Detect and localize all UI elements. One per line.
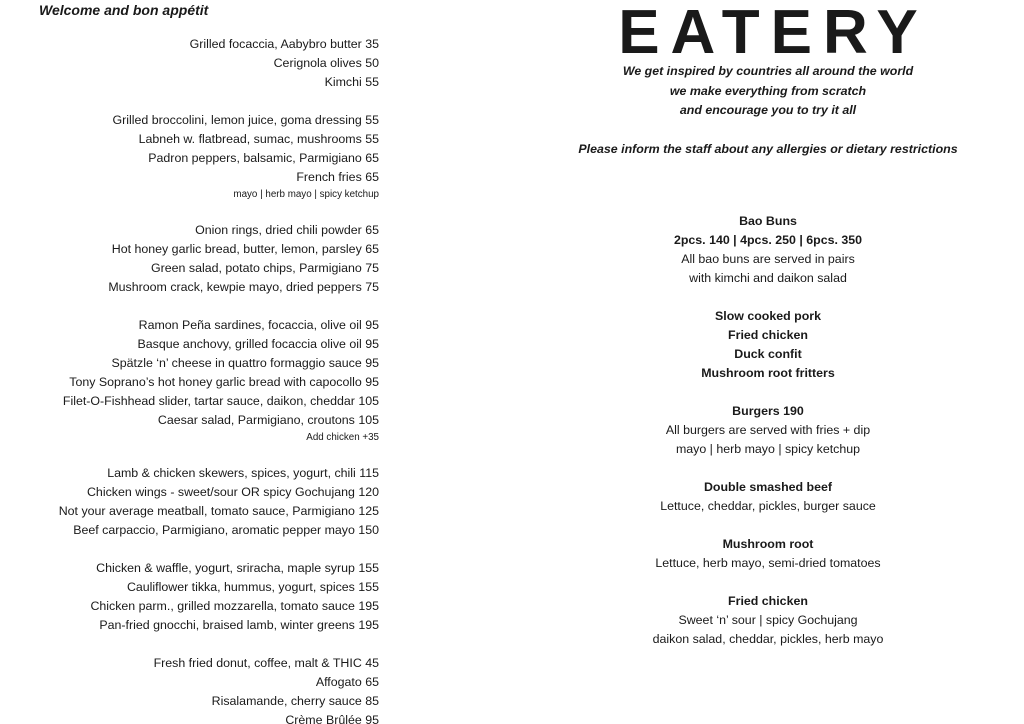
- section-heading: 2pcs. 140 | 4pcs. 250 | 6pcs. 350: [673, 233, 863, 247]
- tagline-line: we make everything from scratch: [669, 83, 867, 98]
- tagline-line: and encourage you to try it all: [679, 103, 857, 117]
- menu-section: [560, 212, 976, 288]
- menu-group: [19, 316, 379, 445]
- menu-item: Risalamande, cherry sauce 85: [211, 694, 379, 708]
- section-description: daikon salad, cheddar, pickles, herb mayo: [652, 632, 884, 646]
- menu-item: Ramon Peña sardines, focaccia, olive oil 95: [138, 318, 379, 332]
- menu-item: Kimchi 55: [324, 75, 379, 89]
- menu-item-note: Add chicken +35: [306, 432, 379, 443]
- menu-item: Chicken wings - sweet/sour OR spicy Gochujang 120: [86, 485, 379, 499]
- menu-item: Basque anchovy, grilled focaccia olive oil 95: [137, 337, 379, 351]
- section-heading: Double smashed beef: [703, 480, 833, 494]
- menu-item: Mushroom crack, kewpie mayo, dried peppers 75: [108, 280, 379, 294]
- menu-item: Hot honey garlic bread, butter, lemon, parsley 65: [111, 242, 379, 256]
- menu-section: [560, 478, 976, 516]
- right-menu-column: [560, 212, 976, 668]
- left-menu-column: [19, 35, 379, 724]
- section-description: Lettuce, herb mayo, semi-dried tomatoes: [655, 556, 881, 570]
- section-heading: Bao Buns: [739, 214, 797, 228]
- menu-item: Not your average meatball, tomato sauce, Parmigiano 125: [58, 504, 379, 518]
- menu-item: Labneh w. flatbread, sumac, mushrooms 55: [138, 132, 379, 146]
- section-heading: Fried chicken: [728, 594, 808, 608]
- menu-item: Spätzle ‘n’ cheese in quattro formaggio sauce 95: [111, 356, 379, 370]
- menu-group: [19, 35, 379, 92]
- menu-item: Lamb & chicken skewers, spices, yogurt, chili 115: [107, 466, 379, 480]
- greeting-heading: Welcome and bon appétit: [39, 2, 209, 18]
- menu-item: Tony Soprano’s hot honey garlic bread with capocollo 95: [69, 375, 379, 389]
- menu-section: [560, 535, 976, 573]
- menu-item: Green salad, potato chips, Parmigiano 75: [151, 261, 379, 275]
- menu-item: Beef carpaccio, Parmigiano, aromatic pepper mayo 150: [73, 523, 379, 537]
- tagline-block: [560, 62, 976, 160]
- menu-section: [560, 307, 976, 383]
- menu-item: Filet-O-Fishhead slider, tartar sauce, daikon, cheddar 105: [62, 394, 379, 408]
- tagline-line: We get inspired by countries all around the world: [622, 64, 914, 78]
- menu-group: [19, 559, 379, 635]
- menu-section: [560, 592, 976, 649]
- menu-item: Caesar salad, Parmigiano, croutons 105: [157, 413, 379, 427]
- section-description: Sweet ‘n’ sour | spicy Gochujang: [678, 613, 858, 627]
- menu-group: [19, 654, 379, 724]
- menu-item: French fries 65: [296, 170, 379, 184]
- section-heading: Duck confit: [734, 347, 802, 361]
- menu-item: Padron peppers, balsamic, Parmigiano 65: [148, 151, 379, 165]
- section-heading: Mushroom root: [722, 537, 814, 551]
- menu-item: Chicken parm., grilled mozzarella, tomato sauce 195: [90, 599, 379, 613]
- menu-item-note: mayo | herb mayo | spicy ketchup: [233, 189, 379, 200]
- menu-item: Fresh fried donut, coffee, malt & THIC 45: [153, 656, 379, 670]
- menu-item: Affogato 65: [315, 675, 379, 689]
- menu-item: Grilled broccolini, lemon juice, goma dressing 55: [112, 113, 379, 127]
- section-heading: Burgers 190: [732, 404, 804, 418]
- menu-item: Grilled focaccia, Aabybro butter 35: [189, 37, 379, 51]
- section-heading: Mushroom root fritters: [701, 366, 835, 380]
- menu-group: [19, 111, 379, 202]
- section-heading: Fried chicken: [728, 328, 808, 342]
- menu-item: Cerignola olives 50: [273, 56, 379, 70]
- menu-group: [19, 464, 379, 540]
- section-description: mayo | herb mayo | spicy ketchup: [675, 442, 861, 456]
- section-description: All bao buns are served in pairs: [681, 252, 855, 266]
- allergy-note: Please inform the staff about any allergies or dietary restrictions: [578, 142, 958, 156]
- section-description: with kimchi and daikon salad: [689, 271, 847, 285]
- section-heading: Slow cooked pork: [714, 309, 822, 323]
- tagline-spacer: [560, 121, 976, 141]
- section-description: All burgers are served with fries + dip: [665, 423, 871, 437]
- menu-item: Chicken & waffle, yogurt, sriracha, maple syrup 155: [96, 561, 379, 575]
- menu-item: Cauliflower tikka, hummus, yogurt, spices 155: [126, 580, 379, 594]
- brand-logo: EATERY: [618, 0, 929, 67]
- menu-item: Crème Brûlée 95: [285, 713, 379, 724]
- menu-item: Onion rings, dried chili powder 65: [195, 223, 379, 237]
- section-description: Lettuce, cheddar, pickles, burger sauce: [660, 499, 876, 513]
- menu-section: [560, 402, 976, 459]
- menu-group: [19, 221, 379, 297]
- menu-item: Pan-fried gnocchi, braised lamb, winter greens 195: [99, 618, 379, 632]
